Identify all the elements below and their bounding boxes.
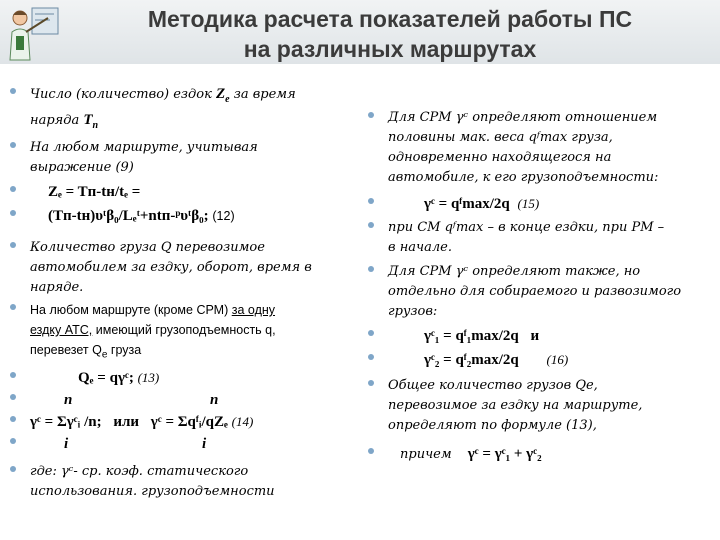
title-line-2: на различных маршрутах bbox=[243, 36, 537, 62]
list-item bbox=[8, 238, 358, 298]
list-item-text: использования. грузоподъемности bbox=[30, 483, 275, 499]
bullet-icon bbox=[10, 416, 16, 422]
sum-limit-top: n bbox=[64, 391, 73, 408]
formula-index-line bbox=[8, 434, 358, 454]
bullet-icon bbox=[10, 438, 16, 444]
formula-12-part2: (Tп-tн)υᵗβ₀/Lₑᵗ+ntп-ᵖυᵗβ₀; bbox=[48, 208, 209, 224]
formula-number: (15) bbox=[517, 196, 540, 211]
formula-index-line bbox=[8, 390, 358, 410]
bullet-icon bbox=[368, 448, 374, 454]
formula-14-part2: γᶜ = Σqᶠᵢ/qZₑ bbox=[150, 413, 228, 430]
list-item bbox=[8, 462, 358, 502]
formula-16-part2: γᶜ₂ = qᶠ₂max/2q bbox=[424, 352, 519, 368]
list-item bbox=[366, 376, 718, 436]
bullet-icon bbox=[368, 222, 374, 228]
list-item-text: грузов: bbox=[388, 304, 438, 319]
list-item-text: Количество груза Q перевозимое bbox=[30, 240, 265, 255]
formula-12-part1: Zₑ = Tп-tн/tₑ = bbox=[48, 184, 141, 200]
list-item-text: одновременно находящегося на bbox=[388, 150, 612, 165]
formula-16-part1: γᶜ₁ = qᶠ₁max/2q bbox=[424, 328, 519, 344]
subscript: е bbox=[101, 349, 108, 361]
list-item-text: половины мак. веса qᶠmax груза, bbox=[388, 130, 613, 145]
list-item-text: где: γᶜ- ср. коэф. статического bbox=[30, 463, 249, 479]
sum-limit-bottom: i bbox=[202, 435, 207, 452]
page-title bbox=[60, 4, 720, 64]
formula-14-part1: γᶜ = Σγᶜᵢ /n; bbox=[30, 413, 102, 430]
formula-13: Qₑ = qγᶜ; bbox=[78, 369, 134, 386]
list-item-text: На любом маршруте (кроме СРМ) bbox=[30, 303, 229, 317]
var-Z bbox=[216, 86, 230, 105]
underlined-text: ездку АТС, bbox=[30, 323, 93, 337]
list-item-text: груза bbox=[107, 343, 142, 357]
formula-number: (14) bbox=[231, 413, 254, 429]
underlined-text: за одну bbox=[231, 303, 276, 317]
list-item-text: определяют по формуле (13), bbox=[388, 418, 597, 433]
var-T-sub: п bbox=[92, 120, 99, 131]
bullet-icon bbox=[10, 372, 16, 378]
bullet-icon bbox=[368, 198, 374, 204]
formula-line bbox=[366, 326, 718, 346]
list-item-text: На любом маршруте, учитывая bbox=[30, 140, 258, 155]
formula-gamma-sum: γᶜ = γᶜ₁ + γᶜ₂ bbox=[467, 446, 542, 462]
list-item-text: выражение (9) bbox=[30, 160, 134, 175]
formula-connector: и bbox=[530, 328, 540, 344]
formula-number: (16) bbox=[546, 352, 569, 367]
list-item bbox=[366, 108, 718, 188]
bullet-icon bbox=[10, 394, 16, 400]
formula-number: (13) bbox=[137, 369, 160, 385]
formula-line bbox=[366, 350, 718, 370]
formula-number: (12) bbox=[212, 209, 235, 223]
formula-line bbox=[366, 444, 718, 465]
bullet-icon bbox=[10, 210, 16, 216]
bullet-icon bbox=[368, 266, 374, 272]
list-item bbox=[8, 300, 358, 366]
bullet-icon bbox=[368, 354, 374, 360]
formula-line bbox=[366, 194, 718, 214]
list-item-text: за время bbox=[229, 87, 296, 102]
list-item-text: автомобиле, к его грузоподъемности: bbox=[388, 170, 659, 185]
bullet-icon bbox=[10, 242, 16, 248]
list-item-text: перевезет Q bbox=[30, 343, 102, 357]
teacher-pointer-illustration bbox=[4, 2, 62, 62]
var-Z-letter: Z bbox=[216, 86, 226, 102]
var-Z-sub: e bbox=[225, 94, 230, 105]
list-item-text: Для СРМ γᶜ определяют отношением bbox=[388, 110, 658, 125]
list-item bbox=[8, 138, 358, 178]
list-item-text: в начале. bbox=[388, 240, 452, 255]
formula-line bbox=[8, 412, 358, 432]
formula-line bbox=[8, 182, 358, 202]
formula-connector: или bbox=[113, 413, 140, 430]
bullet-icon bbox=[10, 186, 16, 192]
list-item bbox=[8, 84, 358, 136]
list-item-text: Для СРМ γᶜ определяют также, но bbox=[388, 264, 641, 279]
list-item-text: при СМ qᶠmax – в конце ездки, при РМ – bbox=[388, 220, 665, 235]
right-column bbox=[366, 108, 718, 465]
list-item-text: имеющий грузоподъемность q, bbox=[92, 323, 276, 337]
title-bar bbox=[0, 0, 720, 64]
bullet-icon bbox=[368, 380, 374, 386]
list-item-text: наряде. bbox=[30, 280, 84, 295]
formula-15: γᶜ = qᶠmax/2q bbox=[424, 196, 510, 212]
bullet-icon bbox=[10, 142, 16, 148]
left-column bbox=[8, 84, 358, 502]
list-item-text: автомобилем за ездку, оборот, время в bbox=[30, 260, 312, 275]
bullet-icon bbox=[368, 330, 374, 336]
list-item-text: причем bbox=[400, 447, 452, 462]
sum-limit-bottom: i bbox=[64, 435, 69, 452]
list-item-text: Общее количество грузов Qe, bbox=[388, 378, 598, 393]
bullet-icon bbox=[10, 88, 16, 94]
var-T bbox=[83, 112, 99, 131]
bullet-icon bbox=[10, 304, 16, 310]
list-item-text: Число (количество) ездок bbox=[30, 87, 212, 102]
list-item-text: наряда bbox=[30, 113, 80, 128]
title-line-1: Методика расчета показателей работы ПС bbox=[147, 6, 633, 32]
list-item-text: отдельно для собираемого и развозимого bbox=[388, 284, 682, 299]
bullet-icon bbox=[368, 112, 374, 118]
list-item bbox=[366, 218, 718, 258]
bullet-icon bbox=[10, 466, 16, 472]
list-item bbox=[366, 262, 718, 322]
formula-line bbox=[8, 368, 358, 388]
sum-limit-top: n bbox=[210, 391, 219, 408]
var-T-letter: T bbox=[83, 112, 93, 128]
list-item-text: перевозимое за ездку на маршруте, bbox=[388, 398, 643, 413]
formula-line bbox=[8, 206, 358, 226]
